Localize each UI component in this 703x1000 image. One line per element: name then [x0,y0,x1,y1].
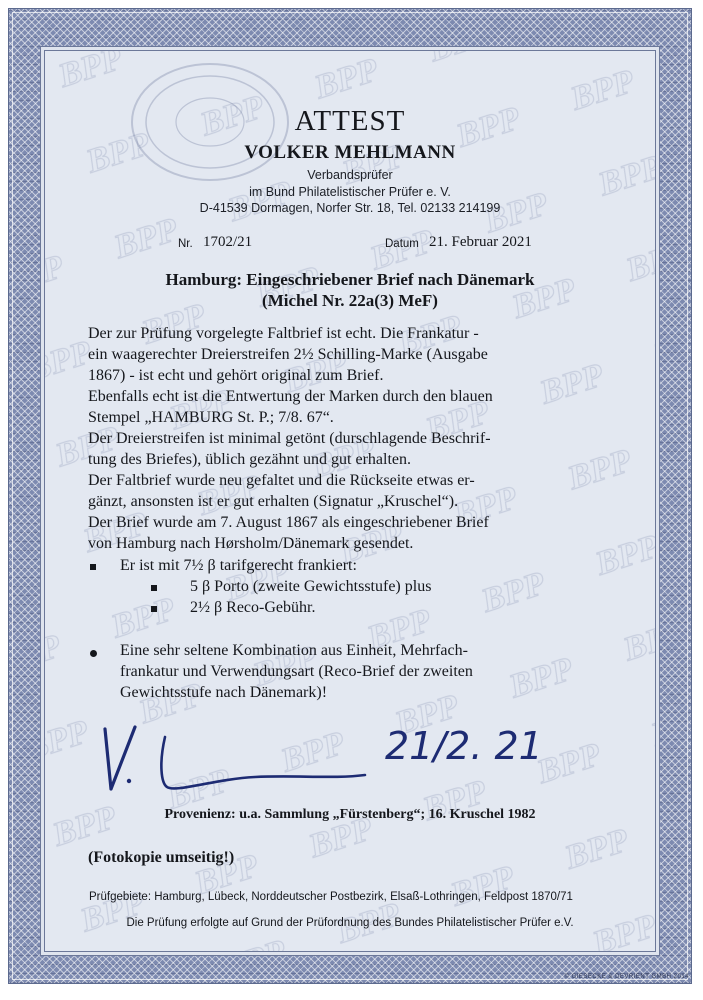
tariff-sub-bullet: 2½ β Reco-Gebühr. [190,599,316,616]
square-bullet-icon [151,585,157,591]
body-line: Der Dreierstreifen ist minimal getönt (durschlagende Beschrif- [88,430,491,447]
rarity-note-line: Gewichtsstufe nach Dänemark)! [120,684,328,701]
certificate-content [45,51,655,951]
body-line: gänzt, ansonsten ist er gut erhalten (Signatur „Kruschel“). [88,493,459,510]
examiner-address: D-41539 Dormagen, Norfer Str. 18, Tel. 02133 214199 [199,201,501,215]
body-line: Der zur Prüfung vorgelegte Faltbrief ist echt. Die Frankatur - [88,325,479,342]
tariff-bullet: Er ist mit 7½ β tarifgerecht frankiert: [120,557,357,574]
body-line: tung des Briefes), üblich gezähnt und gut erhalten. [88,451,412,468]
certificate-number: 1702/21 [203,234,253,250]
photocopy-note: (Fotokopie umseitig!) [88,849,235,866]
body-line: Stempel „HAMBURG St. P.; 7/8. 67“. [88,409,334,426]
examiner-association: im Bund Philatelistischer Prüfer e. V. [249,185,451,199]
square-bullet-icon [90,564,96,570]
subject-heading-line2: (Michel Nr. 22a(3) MeF) [262,291,438,310]
body-line: ein waagerechter Dreierstreifen 2½ Schilling-Marke (Ausgabe [88,346,488,363]
tariff-sub-bullet: 5 β Porto (zweite Gewichtsstufe) plus [190,578,432,595]
rarity-note-line: Eine sehr seltene Kombination aus Einheit, Mehrfach- [120,642,468,659]
certificate-date: 21. Februar 2021 [429,234,532,250]
examination-scope: Prüfgebiete: Hamburg, Lübeck, Norddeutscher Postbezirk, Elsaß-Lothringen, Feldpost 1870/71 [89,891,573,903]
examiner-role: Verbandsprüfer [307,168,393,182]
body-line: 1867) - ist echt und gehört original zum Brief. [88,367,384,384]
date-label: Datum [385,238,419,250]
round-bullet-icon [90,650,97,657]
subject-heading-line1: Hamburg: Eingeschriebener Brief nach Dänemark [165,270,535,289]
number-label: Nr. [178,238,193,250]
rarity-note-line: frankatur und Verwendungsart (Reco-Brief der zweiten [120,663,473,680]
certificate-panel [44,50,656,952]
signature-date: 21/2. 21 [385,724,543,768]
body-line: von Hamburg nach Hørsholm/Dänemark gesendet. [88,535,414,552]
examination-rules: Die Prüfung erfolgte auf Grund der Prüfordnung des Bundes Philatelistischer Prüfer e.V. [126,917,574,929]
document-title: ATTEST [294,105,406,137]
printer-imprint: © GIESECKE & DEVRIENT GMBH 2014 [564,974,689,980]
body-line: Der Faltbrief wurde neu gefaltet und die Rückseite etwas er- [88,472,475,489]
examiner-name: VOLKER MEHLMANN [244,142,456,163]
body-line: Ebenfalls echt ist die Entwertung der Marken durch den blauen [88,388,493,405]
provenance-line: Provenienz: u.a. Sammlung „Fürstenberg“; 16. Kruschel 1982 [164,807,536,822]
square-bullet-icon [151,606,157,612]
body-line: Der Brief wurde am 7. August 1867 als eingeschriebener Brief [88,514,489,531]
